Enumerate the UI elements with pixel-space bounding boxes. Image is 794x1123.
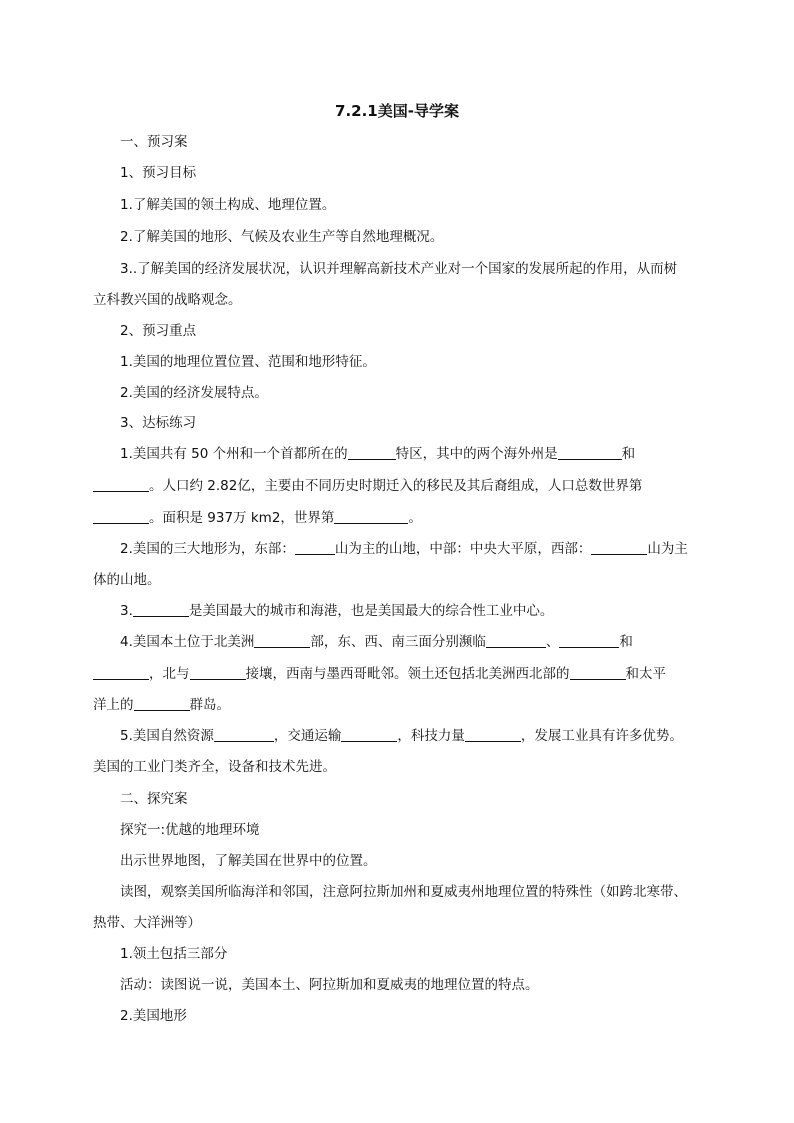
answer-blank[interactable]: [334, 509, 408, 524]
explore-text: 出示世界地图，了解美国在世界中的位置。: [120, 853, 377, 869]
answer-blank[interactable]: [93, 665, 149, 680]
question-5: [120, 726, 683, 746]
explore-item: 2.美国地形: [120, 1008, 187, 1024]
question-2-cont: 体的山地。: [93, 572, 161, 588]
answer-blank[interactable]: [348, 445, 396, 460]
question-4-cont: [93, 695, 230, 715]
answer-blank[interactable]: [134, 696, 190, 711]
answer-blank[interactable]: [295, 540, 335, 555]
question-text: ，交通运输: [273, 728, 342, 744]
question-text: 特区，其中的两个海外州是: [395, 446, 558, 462]
answer-blank[interactable]: [190, 665, 246, 680]
question-1-cont: [93, 476, 642, 496]
question-text: 2.美国的三大地形为，东部：: [120, 541, 295, 557]
question-text: ，发展工业具有许多优势。: [520, 728, 683, 744]
key-item: 1.美国的地理位置位置、范围和地形特征。: [120, 354, 376, 370]
question-text: 接壤，西南与墨西哥毗邻。领土还包括北美洲西北部的: [245, 666, 570, 682]
section-heading: 一、预习案: [120, 134, 188, 150]
question-text: 是美国最大的城市和海港，也是美国最大的综合性工业中心。: [188, 603, 554, 619]
question-text: 3.: [120, 603, 133, 619]
goal-item: 2.了解美国的地形、气候及农业生产等自然地理概况。: [120, 229, 444, 245]
explore-item: 1.领土包括三部分: [120, 946, 228, 962]
answer-blank[interactable]: [486, 633, 546, 648]
question-text: 、: [545, 634, 560, 650]
answer-blank[interactable]: [93, 477, 149, 492]
answer-blank[interactable]: [214, 727, 274, 742]
answer-blank[interactable]: [558, 445, 622, 460]
subsection-heading: 2、预习重点: [120, 323, 197, 339]
explore-heading: 探究一:优越的地理环境: [120, 822, 260, 838]
question-1: [120, 444, 635, 464]
explore-activity: 活动：读图说一说，美国本土、阿拉斯加和夏威夷的地理位置的特点。: [120, 977, 539, 993]
question-text: 山为主的山地，中部：中央大平原，西部：: [334, 541, 592, 557]
question-text: 和: [619, 634, 633, 650]
question-text: 部，东、西、南三面分别濒临: [310, 634, 486, 650]
question-4-cont: [93, 664, 666, 684]
question-text: ，北与: [149, 666, 190, 682]
question-2: [120, 539, 688, 559]
answer-blank[interactable]: [465, 727, 521, 742]
question-4: [120, 632, 633, 652]
question-5-cont: 美国的工业门类齐全，设备和技术先进。: [93, 759, 336, 775]
question-1-cont: [93, 508, 422, 528]
answer-blank[interactable]: [133, 602, 189, 617]
question-text: 4.美国本土位于北美洲: [120, 634, 255, 650]
subsection-heading: 1、预习目标: [120, 165, 197, 181]
key-item: 2.美国的经济发展特点。: [120, 385, 268, 401]
explore-text-cont: 热带、大洋洲等）: [93, 915, 201, 931]
question-text: 山为主: [647, 541, 688, 557]
question-text: 和: [621, 446, 636, 462]
question-text: 洋上的: [93, 697, 134, 713]
question-text: 1.美国共有 50 个州和一个首都所在的: [120, 446, 348, 462]
page-title: 7.2.1美国-导学案: [335, 102, 459, 120]
question-text: 群岛。: [189, 697, 230, 713]
question-text: 5.美国自然资源: [120, 728, 214, 744]
answer-blank[interactable]: [591, 540, 647, 555]
answer-blank[interactable]: [93, 509, 149, 524]
question-text: ，科技力量: [397, 728, 465, 744]
question-text: 。面积是 937万 km2，世界第: [149, 510, 335, 526]
subsection-heading: 3、达标练习: [120, 415, 197, 431]
answer-blank[interactable]: [254, 633, 310, 648]
goal-item: 3..了解美国的经济发展状况，认识并理解高新技术产业对一个国家的发展所起的作用，从而树: [120, 261, 678, 277]
answer-blank[interactable]: [559, 633, 619, 648]
answer-blank[interactable]: [341, 727, 397, 742]
section-heading: 二、探究案: [120, 791, 188, 807]
question-text: 。人口约 2.82亿，主要由不同历史时期迁入的移民及其后裔组成，人口总数世界第: [149, 478, 643, 494]
question-text: 。: [408, 510, 422, 526]
question-text: 和太平: [625, 666, 666, 682]
goal-item-continued: 立科教兴国的战略观念。: [93, 292, 242, 308]
question-3: [120, 601, 553, 621]
explore-text: 读图，观察美国所临海洋和邻国，注意阿拉斯加州和夏威夷州地理位置的特殊性（如跨北寒带、: [120, 884, 687, 900]
answer-blank[interactable]: [570, 665, 626, 680]
goal-item: 1.了解美国的领土构成、地理位置。: [120, 197, 336, 213]
